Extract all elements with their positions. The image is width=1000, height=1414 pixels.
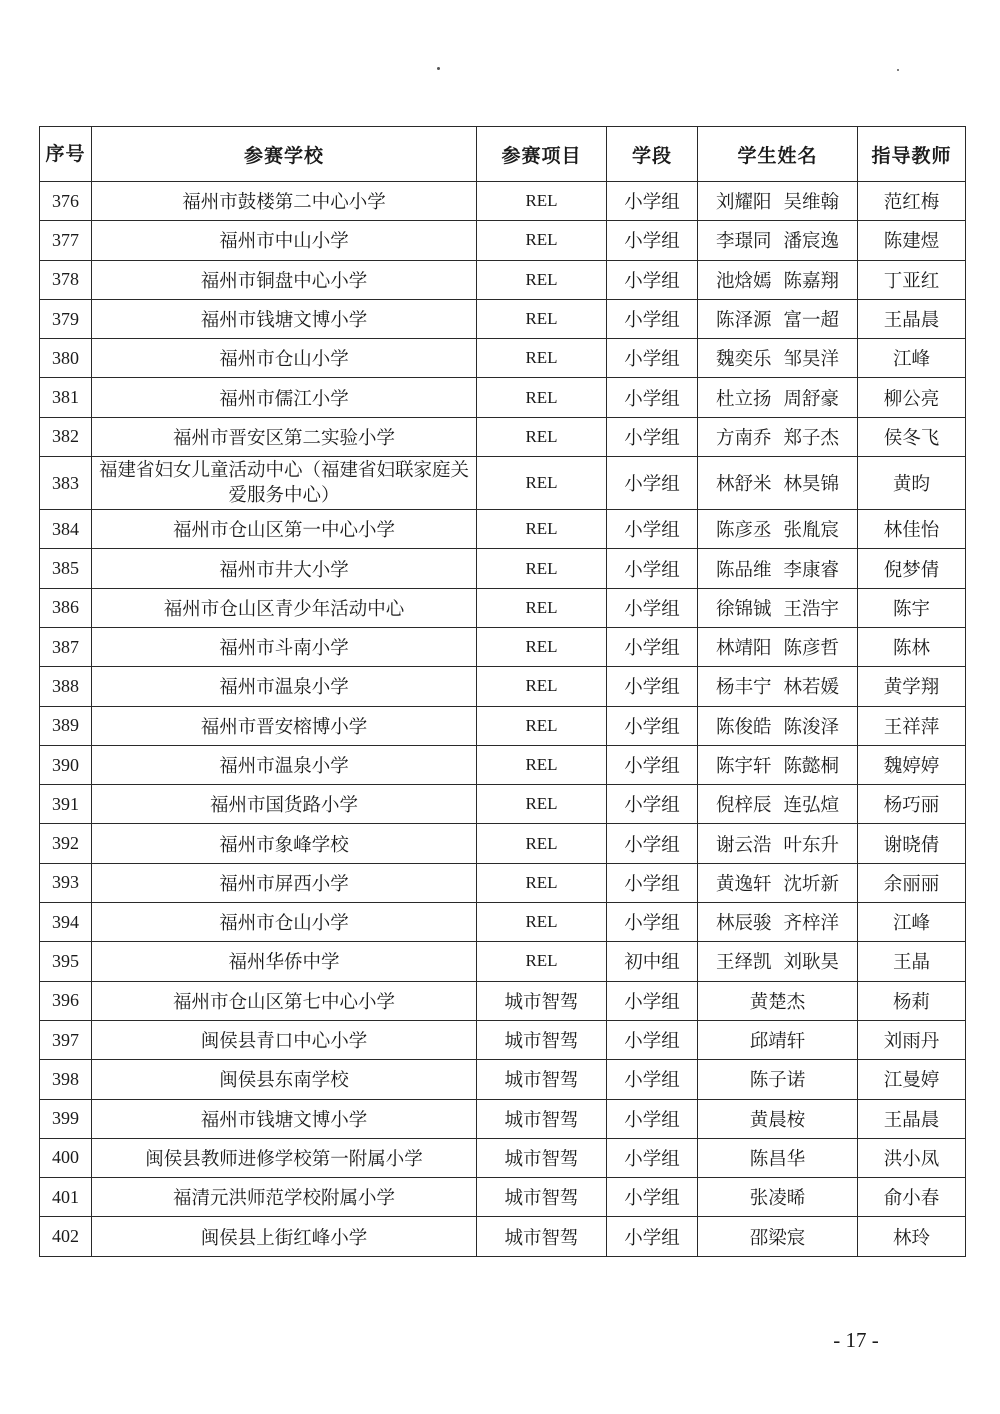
cell-students [698, 627, 858, 666]
cell-project: REL [477, 667, 607, 706]
student-names [716, 634, 839, 660]
cell-level: 小学组 [607, 1020, 698, 1059]
table-row [40, 903, 966, 942]
student-name: 黄逸轩 [715, 873, 772, 895]
cell-students [698, 981, 858, 1020]
table-row [40, 1099, 966, 1138]
cell-students [698, 1060, 858, 1099]
cell-seq: 387 [40, 627, 92, 666]
student-name: 林若媛 [783, 677, 840, 699]
cell-level: 小学组 [607, 1099, 698, 1138]
student-name: 陈俊皓 [715, 716, 772, 738]
cell-teacher: 陈林 [858, 627, 966, 666]
cell-teacher: 侯冬飞 [858, 417, 966, 456]
cell-project: 城市智驾 [477, 1178, 607, 1217]
student-name: 王浩宇 [783, 598, 840, 620]
student-name: 王绎凯 [715, 952, 772, 974]
student-names [716, 556, 839, 582]
student-names [716, 948, 839, 974]
student-name: 富一超 [783, 310, 840, 332]
cell-seq: 391 [40, 785, 92, 824]
table-row [40, 457, 966, 510]
student-name: 方南乔 [715, 427, 772, 449]
table-body [40, 182, 966, 1257]
cell-project: REL [477, 417, 607, 456]
student-names [716, 791, 839, 817]
cell-school: 福州市屏西小学 [92, 863, 477, 902]
cell-level: 小学组 [607, 1138, 698, 1177]
header-level: 学段 [607, 127, 698, 182]
student-name: 林昊锦 [783, 474, 840, 496]
student-name: 齐梓洋 [783, 913, 840, 935]
table-row [40, 588, 966, 627]
cell-teacher: 俞小春 [858, 1178, 966, 1217]
student-name: 李康睿 [783, 559, 840, 581]
cell-teacher: 余丽丽 [858, 863, 966, 902]
cell-seq: 393 [40, 863, 92, 902]
cell-project: REL [477, 863, 607, 902]
cell-project: REL [477, 627, 607, 666]
cell-teacher: 王晶晨 [858, 1099, 966, 1138]
cell-project: 城市智驾 [477, 1138, 607, 1177]
cell-school: 福州市铜盘中心小学 [92, 260, 477, 299]
cell-project: 城市智驾 [477, 1099, 607, 1138]
cell-seq: 399 [40, 1099, 92, 1138]
cell-seq: 378 [40, 260, 92, 299]
student-name: 黄晨桉 [749, 1109, 806, 1131]
cell-school: 福州市晋安区第二实验小学 [92, 417, 477, 456]
student-names [716, 267, 839, 293]
table-row [40, 863, 966, 902]
student-name: 刘耿昊 [783, 952, 840, 974]
student-name: 倪梓辰 [715, 795, 772, 817]
cell-students [698, 745, 858, 784]
cell-school: 福州市仓山小学 [92, 903, 477, 942]
cell-students [698, 549, 858, 588]
student-name: 杜立扬 [715, 388, 772, 410]
cell-project: REL [477, 339, 607, 378]
cell-students [698, 903, 858, 942]
cell-level: 小学组 [607, 627, 698, 666]
student-name: 陈品维 [715, 559, 772, 581]
award-roster-table [39, 126, 966, 1257]
cell-school: 福建省妇女儿童活动中心（福建省妇联家庭关爱服务中心） [92, 457, 477, 510]
cell-school: 福州市仓山小学 [92, 339, 477, 378]
cell-teacher: 王祥萍 [858, 706, 966, 745]
cell-level: 小学组 [607, 339, 698, 378]
student-names [716, 870, 839, 896]
cell-level: 小学组 [607, 299, 698, 338]
cell-level: 小学组 [607, 981, 698, 1020]
cell-teacher: 陈宇 [858, 588, 966, 627]
cell-school: 福州市井大小学 [92, 549, 477, 588]
cell-students [698, 417, 858, 456]
cell-school: 福州市仓山区第七中心小学 [92, 981, 477, 1020]
cell-level: 小学组 [607, 457, 698, 510]
cell-level: 小学组 [607, 1060, 698, 1099]
cell-teacher: 范红梅 [858, 182, 966, 221]
cell-teacher: 刘雨丹 [858, 1020, 966, 1059]
table-row [40, 745, 966, 784]
cell-students [698, 510, 858, 549]
student-name: 吴维翰 [783, 192, 840, 214]
table-row [40, 339, 966, 378]
cell-students [698, 785, 858, 824]
student-names [716, 188, 839, 214]
cell-teacher: 柳公亮 [858, 378, 966, 417]
cell-students [698, 1020, 858, 1059]
student-names [716, 424, 839, 450]
cell-students [698, 182, 858, 221]
cell-project: 城市智驾 [477, 1217, 607, 1256]
student-names [750, 1184, 806, 1210]
cell-seq: 376 [40, 182, 92, 221]
cell-project: REL [477, 221, 607, 260]
cell-students [698, 863, 858, 902]
cell-level: 小学组 [607, 417, 698, 456]
student-names [716, 831, 839, 857]
page-number: - 17 - [833, 1328, 879, 1352]
cell-seq: 394 [40, 903, 92, 942]
cell-school: 福州市晋安榕博小学 [92, 706, 477, 745]
student-name: 陈子诺 [749, 1070, 806, 1092]
student-names [750, 1224, 806, 1250]
cell-students [698, 378, 858, 417]
cell-seq: 380 [40, 339, 92, 378]
table-row [40, 667, 966, 706]
cell-teacher: 谢晓倩 [858, 824, 966, 863]
cell-students [698, 667, 858, 706]
cell-teacher: 江曼婷 [858, 1060, 966, 1099]
student-name: 周舒豪 [783, 388, 840, 410]
scan-speck [897, 69, 899, 71]
table-row [40, 1020, 966, 1059]
cell-school: 闽侯县东南学校 [92, 1060, 477, 1099]
cell-seq: 388 [40, 667, 92, 706]
cell-project: 城市智驾 [477, 981, 607, 1020]
table-row [40, 182, 966, 221]
student-names [750, 988, 806, 1014]
cell-school: 福州市仓山区青少年活动中心 [92, 588, 477, 627]
cell-level: 小学组 [607, 510, 698, 549]
cell-seq: 402 [40, 1217, 92, 1256]
cell-teacher: 黄学翔 [858, 667, 966, 706]
cell-students [698, 1138, 858, 1177]
student-name: 郑子杰 [783, 427, 840, 449]
cell-project: REL [477, 299, 607, 338]
student-names [716, 345, 839, 371]
cell-teacher: 王晶晨 [858, 299, 966, 338]
header-seq: 序号 [40, 127, 92, 182]
cell-teacher: 黄昀 [858, 457, 966, 510]
cell-students [698, 457, 858, 510]
cell-level: 小学组 [607, 1178, 698, 1217]
cell-level: 小学组 [607, 221, 698, 260]
cell-school: 福州市斗南小学 [92, 627, 477, 666]
table-row [40, 1178, 966, 1217]
cell-teacher: 杨巧丽 [858, 785, 966, 824]
header-students: 学生姓名 [698, 127, 858, 182]
cell-students [698, 339, 858, 378]
cell-seq: 396 [40, 981, 92, 1020]
cell-project: REL [477, 549, 607, 588]
table-row [40, 1060, 966, 1099]
table-row [40, 706, 966, 745]
cell-school: 福州华侨中学 [92, 942, 477, 981]
cell-school: 福州市钱塘文博小学 [92, 1099, 477, 1138]
cell-seq: 382 [40, 417, 92, 456]
cell-project: REL [477, 588, 607, 627]
cell-project: REL [477, 903, 607, 942]
cell-students [698, 824, 858, 863]
cell-level: 小学组 [607, 903, 698, 942]
scan-speck [437, 67, 440, 70]
cell-students [698, 942, 858, 981]
cell-school: 闽侯县教师进修学校第一附属小学 [92, 1138, 477, 1177]
cell-school: 福州市钱塘文博小学 [92, 299, 477, 338]
student-names [716, 306, 839, 332]
student-name: 陈懿桐 [783, 756, 840, 777]
table-row [40, 785, 966, 824]
student-names [750, 1145, 806, 1171]
table-row [40, 417, 966, 456]
cell-students [698, 221, 858, 260]
student-names [716, 470, 839, 496]
cell-project: REL [477, 706, 607, 745]
cell-level: 小学组 [607, 260, 698, 299]
student-names [750, 1027, 806, 1053]
student-names [716, 673, 839, 699]
cell-teacher: 魏婷婷 [858, 745, 966, 784]
cell-project: REL [477, 745, 607, 784]
student-names [716, 713, 839, 739]
cell-seq: 379 [40, 299, 92, 338]
student-name: 沈圻新 [783, 873, 840, 895]
student-name: 林靖阳 [715, 638, 772, 660]
cell-seq: 384 [40, 510, 92, 549]
student-name: 谢云浩 [715, 834, 772, 856]
cell-project: REL [477, 182, 607, 221]
student-name: 张凌晞 [749, 1188, 806, 1210]
cell-seq: 390 [40, 745, 92, 784]
cell-project: 城市智驾 [477, 1060, 607, 1099]
cell-level: 小学组 [607, 378, 698, 417]
cell-level: 小学组 [607, 1217, 698, 1256]
cell-seq: 392 [40, 824, 92, 863]
cell-level: 初中组 [607, 942, 698, 981]
header-teacher: 指导教师 [858, 127, 966, 182]
header-school: 参赛学校 [92, 127, 477, 182]
cell-teacher: 林佳怡 [858, 510, 966, 549]
cell-school: 福州市温泉小学 [92, 667, 477, 706]
cell-school: 福州市国货路小学 [92, 785, 477, 824]
table-row [40, 299, 966, 338]
cell-students [698, 1217, 858, 1256]
cell-school: 福清元洪师范学校附属小学 [92, 1178, 477, 1217]
student-name: 刘耀阳 [715, 192, 772, 214]
student-name: 陈彦哲 [783, 638, 840, 660]
table-row [40, 510, 966, 549]
table-header [40, 127, 966, 182]
cell-school: 闽侯县青口中心小学 [92, 1020, 477, 1059]
cell-seq: 385 [40, 549, 92, 588]
student-name: 林舒米 [715, 474, 772, 496]
cell-teacher: 王晶 [858, 942, 966, 981]
student-name: 杨丰宁 [715, 677, 772, 699]
cell-project: REL [477, 942, 607, 981]
cell-teacher: 杨莉 [858, 981, 966, 1020]
table-row [40, 221, 966, 260]
cell-teacher: 陈建煜 [858, 221, 966, 260]
cell-teacher: 倪梦倩 [858, 549, 966, 588]
header-row [40, 127, 966, 182]
cell-school: 闽侯县上街红峰小学 [92, 1217, 477, 1256]
cell-students [698, 260, 858, 299]
cell-level: 小学组 [607, 824, 698, 863]
cell-seq: 400 [40, 1138, 92, 1177]
cell-teacher: 林玲 [858, 1217, 966, 1256]
cell-project: REL [477, 785, 607, 824]
cell-school: 福州市儒江小学 [92, 378, 477, 417]
student-names [716, 227, 839, 253]
table-row [40, 627, 966, 666]
cell-seq: 389 [40, 706, 92, 745]
student-names [716, 752, 839, 778]
cell-school: 福州市中山小学 [92, 221, 477, 260]
student-name: 魏奕乐 [715, 349, 772, 371]
table-row [40, 260, 966, 299]
cell-students [698, 588, 858, 627]
student-name: 邹昊洋 [783, 349, 840, 371]
cell-level: 小学组 [607, 667, 698, 706]
student-names [750, 1066, 806, 1092]
cell-project: REL [477, 457, 607, 510]
student-name: 陈浚泽 [783, 716, 840, 738]
cell-project: REL [477, 260, 607, 299]
cell-level: 小学组 [607, 785, 698, 824]
cell-seq: 383 [40, 457, 92, 510]
cell-teacher: 江峰 [858, 903, 966, 942]
cell-level: 小学组 [607, 549, 698, 588]
student-name: 陈嘉翔 [783, 270, 840, 292]
cell-project: REL [477, 824, 607, 863]
table-row [40, 981, 966, 1020]
cell-level: 小学组 [607, 182, 698, 221]
table-row [40, 1138, 966, 1177]
cell-teacher: 洪小凤 [858, 1138, 966, 1177]
student-name: 张胤宸 [783, 520, 840, 542]
cell-level: 小学组 [607, 863, 698, 902]
student-name: 陈昌华 [749, 1148, 806, 1170]
student-name: 徐锦铖 [715, 598, 772, 620]
student-names [716, 516, 839, 542]
cell-seq: 401 [40, 1178, 92, 1217]
student-names [716, 385, 839, 411]
cell-seq: 377 [40, 221, 92, 260]
cell-seq: 381 [40, 378, 92, 417]
cell-students [698, 299, 858, 338]
table-row [40, 824, 966, 863]
cell-level: 小学组 [607, 588, 698, 627]
header-project: 参赛项目 [477, 127, 607, 182]
student-name: 连弘煊 [783, 795, 840, 817]
student-name: 邵梁宸 [749, 1227, 806, 1249]
cell-level: 小学组 [607, 706, 698, 745]
student-name: 邱靖轩 [749, 1031, 806, 1053]
cell-school: 福州市仓山区第一中心小学 [92, 510, 477, 549]
cell-seq: 398 [40, 1060, 92, 1099]
cell-school: 福州市象峰学校 [92, 824, 477, 863]
cell-school: 福州市温泉小学 [92, 745, 477, 784]
student-name: 叶东升 [783, 834, 840, 856]
student-name: 陈泽源 [715, 310, 772, 332]
student-name: 陈宇轩 [715, 756, 772, 777]
cell-seq: 386 [40, 588, 92, 627]
student-name: 黄楚杰 [749, 991, 806, 1013]
cell-level: 小学组 [607, 745, 698, 784]
student-name: 潘宸逸 [783, 231, 840, 253]
table-row [40, 1217, 966, 1256]
cell-school: 福州市鼓楼第二中心小学 [92, 182, 477, 221]
student-name: 李璟同 [715, 231, 772, 253]
table-row [40, 942, 966, 981]
cell-project: REL [477, 510, 607, 549]
student-names [716, 595, 839, 621]
cell-project: 城市智驾 [477, 1020, 607, 1059]
student-names [750, 1106, 806, 1132]
student-name: 陈彦丞 [715, 520, 772, 542]
cell-students [698, 706, 858, 745]
cell-students [698, 1099, 858, 1138]
student-names [716, 909, 839, 935]
table-row [40, 378, 966, 417]
cell-seq: 395 [40, 942, 92, 981]
student-name: 林辰骏 [715, 913, 772, 935]
student-name: 池焓嫣 [715, 270, 772, 292]
table-row [40, 549, 966, 588]
cell-teacher: 江峰 [858, 339, 966, 378]
cell-seq: 397 [40, 1020, 92, 1059]
cell-teacher: 丁亚红 [858, 260, 966, 299]
cell-project: REL [477, 378, 607, 417]
cell-students [698, 1178, 858, 1217]
